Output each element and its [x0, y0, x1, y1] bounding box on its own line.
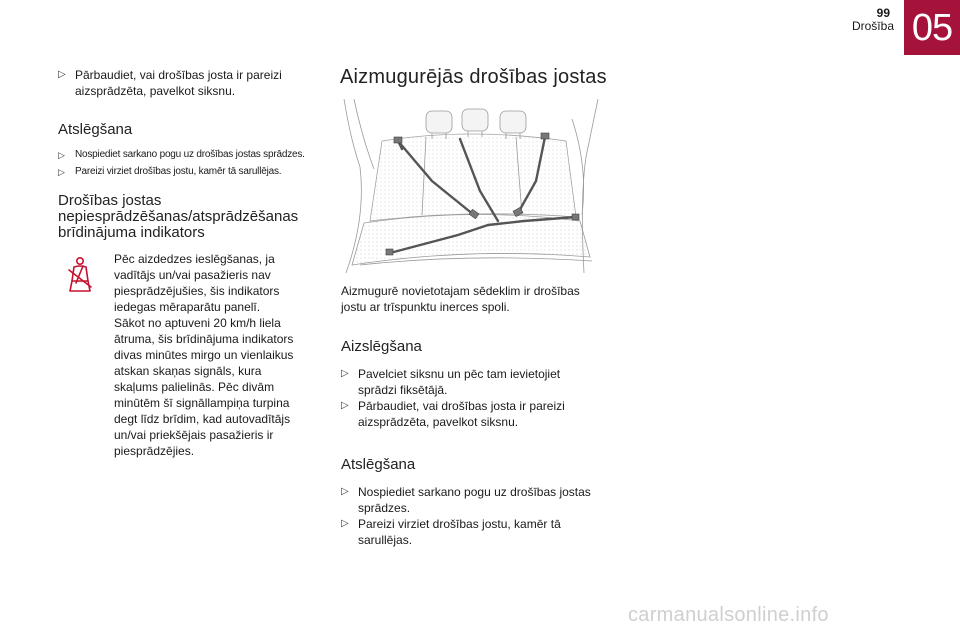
arrow-bullet-icon: ▷	[58, 150, 65, 160]
right-lock-heading: Aizslēgšana	[341, 338, 422, 355]
arrow-bullet-icon: ▷	[58, 167, 65, 177]
right-unlock-heading: Atslēgšana	[341, 456, 416, 473]
warning-description: Pēc aizdedzes ieslēgšanas, ja vadītājs un/vai pasažieris nav piesprādzējušies, šis indikators iedegas mēraparātu panelī. Sākot no aptuveni 20 km/h liela ātruma, šis brīdinājuma indikators divas minūtes mirgo un vienlaikus atskan skaņas signāls, kura skaļums palielinās. Pēc divām minūtēm šī signāllampiņa turpina degt līdz brīdim, kad autovadītājs un/vai priekšējais pasažieris ir piesprādzējies.	[114, 252, 294, 458]
bullet-line: aizsprādzēta, pavelkot siksnu.	[358, 415, 519, 429]
caption-line: Aizmugurē novietotajam sēdeklim ir drošības	[341, 284, 580, 298]
rear-seat-illustration	[340, 97, 602, 275]
bullet-line: Nospiediet sarkano pogu uz drošības jostas	[358, 485, 591, 499]
bullet-line: sarullējas.	[358, 533, 413, 547]
left-unlock-list	[58, 148, 333, 179]
watermark-url: carmanualsonline.info	[628, 604, 829, 626]
list-item	[341, 398, 616, 430]
section-name: Drošība	[851, 19, 894, 33]
chapter-number: 05	[911, 6, 953, 49]
arrow-bullet-icon: ▷	[58, 69, 66, 80]
arrow-bullet-icon: ▷	[341, 368, 349, 379]
arrow-bullet-icon: ▷	[341, 400, 349, 411]
warning-title-line: Drošības jostas	[58, 192, 162, 209]
right-lock-list	[341, 366, 616, 430]
bullet-line: Pārbaudiet, vai drošības josta ir pareizi	[358, 399, 565, 413]
rear-belts-title: Aizmugurējās drošības jostas	[340, 66, 607, 88]
bullet-line: Pareizi virziet drošības jostu, kamēr tā	[358, 517, 561, 531]
list-item	[58, 165, 333, 179]
rear-belts-caption	[341, 283, 611, 315]
list-item	[341, 366, 616, 398]
caption-line: jostu ar trīspunktu inerces spoli.	[341, 300, 510, 314]
seatbelt-warning-icon	[67, 257, 93, 295]
list-item	[341, 484, 621, 516]
arrow-bullet-icon: ▷	[341, 518, 349, 529]
arrow-bullet-icon: ▷	[341, 486, 349, 497]
bullet-text: Pārbaudiet, vai drošības josta ir pareizi aizsprādzēta, pavelkot siksnu.	[75, 68, 282, 98]
bullet-text: Pareizi virziet drošības jostu, kamēr tā sarullējas.	[75, 166, 282, 177]
list-item	[341, 516, 621, 548]
bullet-text: Nospiediet sarkano pogu uz drošības jostas sprādzes.	[75, 149, 305, 160]
right-unlock-list	[341, 484, 621, 548]
list-item	[58, 148, 333, 162]
intro-bullet	[58, 67, 308, 99]
chapter-tab	[904, 0, 960, 55]
left-unlock-heading: Atslēgšana	[58, 121, 133, 138]
bullet-line: sprādzes.	[358, 501, 411, 515]
bullet-line: sprādzi fiksētājā.	[358, 383, 448, 397]
warning-heading	[58, 193, 333, 241]
warning-title-line: nepiesprādzēšanas/atsprādzēšanas	[58, 208, 299, 225]
warning-title-line: brīdinājuma indikators	[58, 224, 205, 241]
page-number: 99	[876, 6, 890, 20]
bullet-line: Pavelciet siksnu un pēc tam ievietojiet	[358, 367, 561, 381]
